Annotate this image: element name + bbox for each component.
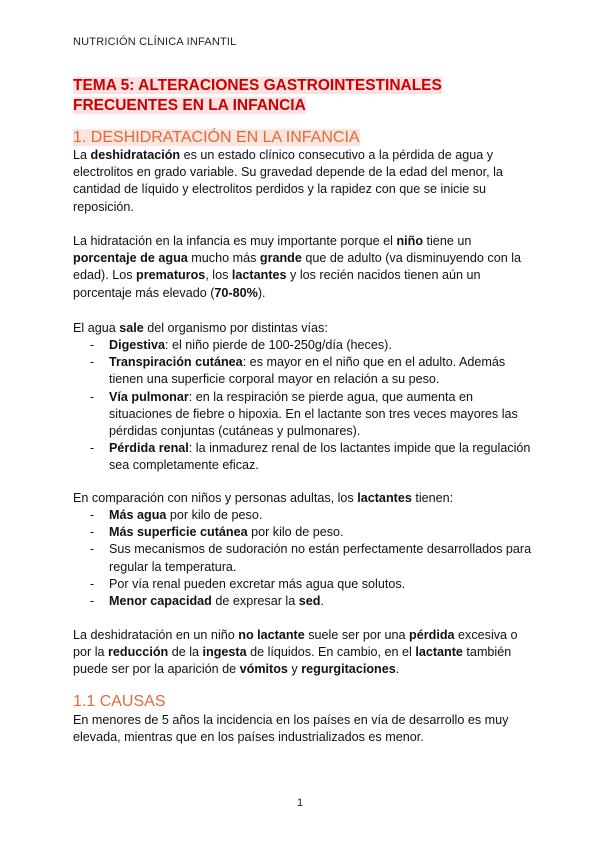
paragraph-2: La hidratación en la infancia es muy importante porque el niño tiene un porcentaje de agua mucho más grande que de adulto (va disminuyendo con la edad). Los prematuros, los lactantes y los recién nacidos tienen aún un porcentaje más elevado (70-80%). (73, 234, 522, 300)
page-header: NUTRICIÓN CLÍNICA INFANTIL (73, 36, 237, 48)
list-item: - Transpiración cutánea: es mayor en el niño que en el adulto. Además tienen una superficie corporal mayor en relación a su peso. (73, 354, 535, 388)
paragraph-5: La deshidratación en un niño no lactante suele ser por una pérdida excesiva o por la reducción de la ingesta de líquidos. En cambio, en el lactante también puede ser por la aparición de vómitos y regurgitaciones. (73, 628, 518, 677)
document-title (73, 76, 543, 116)
section-title-1: 1. DESHIDRATACIÓN EN LA INFANCIA (73, 129, 360, 146)
water-loss-list (73, 337, 535, 475)
title-line-1: TEMA 5: ALTERACIONES GASTROINTESTINALES (73, 77, 442, 94)
list-item: - Más superficie cutánea por kilo de peso. (73, 524, 535, 541)
list-item: - Vía pulmonar: en la respiración se pierde agua, que aumenta en situaciones de fiebre o hipoxia. En el lactante son tres veces mayores las pérdidas conjuntas (cutáneas y pulmonares). (73, 389, 535, 441)
list-item: - Sus mecanismos de sudoración no están perfectamente desarrollados para regular la temperatura. (73, 541, 535, 575)
list-item: - Más agua por kilo de peso. (73, 507, 535, 524)
paragraph-6: En menores de 5 años la incidencia en los países en vía de desarrollo es muy elevada, mientras que en los países industrializados es menor. (73, 713, 509, 745)
page-number: 1 (296, 797, 304, 809)
paragraph-1: La deshidratación es un estado clínico consecutivo a la pérdida de agua y electrolitos en grado variable. Su gravedad depende de la edad del menor, la cantidad de líquido y electrolitos perdidos y la rapidez con que se inicie su reposición. (73, 148, 503, 214)
list-item: - Por vía renal pueden excretar más agua que solutos. (73, 576, 535, 593)
title-line-2: FRECUENTES EN LA INFANCIA (73, 97, 306, 114)
paragraph-4: En comparación con niños y personas adultas, los lactantes tienen: (73, 491, 454, 505)
infant-comparison-list (73, 507, 535, 610)
list-item: - Pérdida renal: la inmadurez renal de los lactantes impide que la regulación sea completamente eficaz. (73, 440, 535, 474)
list-item: - Digestiva: el niño pierde de 100-250g/día (heces). (73, 337, 535, 354)
paragraph-3: El agua sale del organismo por distintas vías: (73, 321, 328, 335)
section-title-2: 1.1 CAUSAS (73, 693, 166, 710)
list-item: - Menor capacidad de expresar la sed. (73, 593, 535, 610)
